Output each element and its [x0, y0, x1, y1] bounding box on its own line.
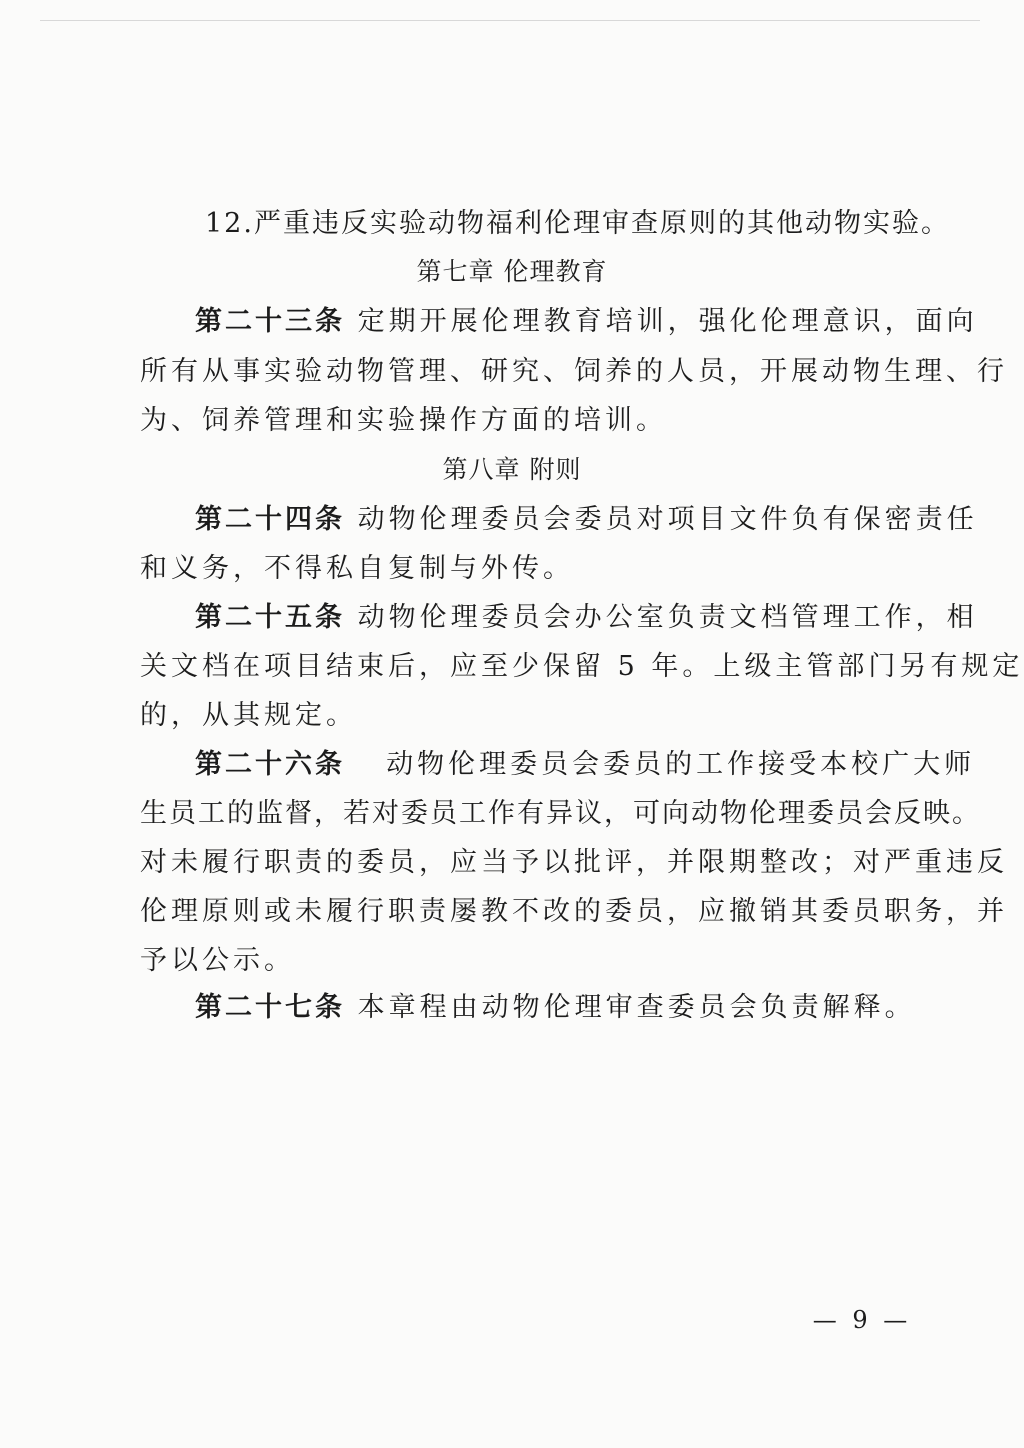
article-24-line-1	[195, 502, 978, 538]
article-26-number: 第二十六条	[195, 749, 345, 780]
article-25-number: 第二十五条	[195, 602, 345, 633]
article-27-number: 第二十七条	[195, 992, 345, 1023]
chapter-8-heading: 第八章 附则	[442, 455, 582, 484]
article-24-line-2: 和义务，不得私自复制与外传。	[140, 553, 574, 584]
item-12-text: 12.严重违反实验动物福利伦理审查原则的其他动物实验。	[205, 208, 950, 239]
article-23-number: 第二十三条	[195, 306, 345, 337]
article-26-line-2: 生员工的监督，若对委员工作有异议，可向动物伦理委员会反映。	[140, 798, 981, 829]
article-25-text-1: 动物伦理委员会办公室负责文档管理工作，相	[357, 602, 978, 633]
scan-edge-mark	[40, 20, 980, 21]
article-23-line-3: 为、饲养管理和实验操作方面的培训。	[140, 405, 667, 436]
article-23-text-1: 定期开展伦理教育培训，强化伦理意识，面向	[357, 306, 978, 337]
article-24-text-1: 动物伦理委员会委员对项目文件负有保密责任	[357, 504, 978, 535]
article-24-number: 第二十四条	[195, 504, 345, 535]
article-26-line-5: 予以公示。	[140, 945, 295, 976]
article-26-line-4: 伦理原则或未履行职责屡教不改的委员，应撤销其委员职务，并	[140, 896, 1008, 927]
chapter-7-heading: 第七章 伦理教育	[416, 257, 608, 286]
article-25-line-2: 关文档在项目结束后，应至少保留 5 年。上级主管部门另有规定	[140, 651, 1024, 682]
article-25-line-3: 的，从其规定。	[140, 700, 357, 731]
page-number: — 9 —	[812, 1306, 912, 1334]
article-26-text-1: 动物伦理委员会委员的工作接受本校广大师	[386, 749, 976, 780]
article-27-line-1	[195, 990, 916, 1026]
article-25-line-1	[195, 600, 978, 636]
article-27-text-1: 本章程由动物伦理审查委员会负责解释。	[357, 992, 916, 1023]
article-23-line-1	[195, 304, 978, 340]
article-23-line-2: 所有从事实验动物管理、研究、饲养的人员，开展动物生理、行	[140, 356, 1008, 387]
article-26-line-1	[195, 747, 976, 783]
article-26-line-3: 对未履行职责的委员，应当予以批评，并限期整改；对严重违反	[140, 847, 1008, 878]
